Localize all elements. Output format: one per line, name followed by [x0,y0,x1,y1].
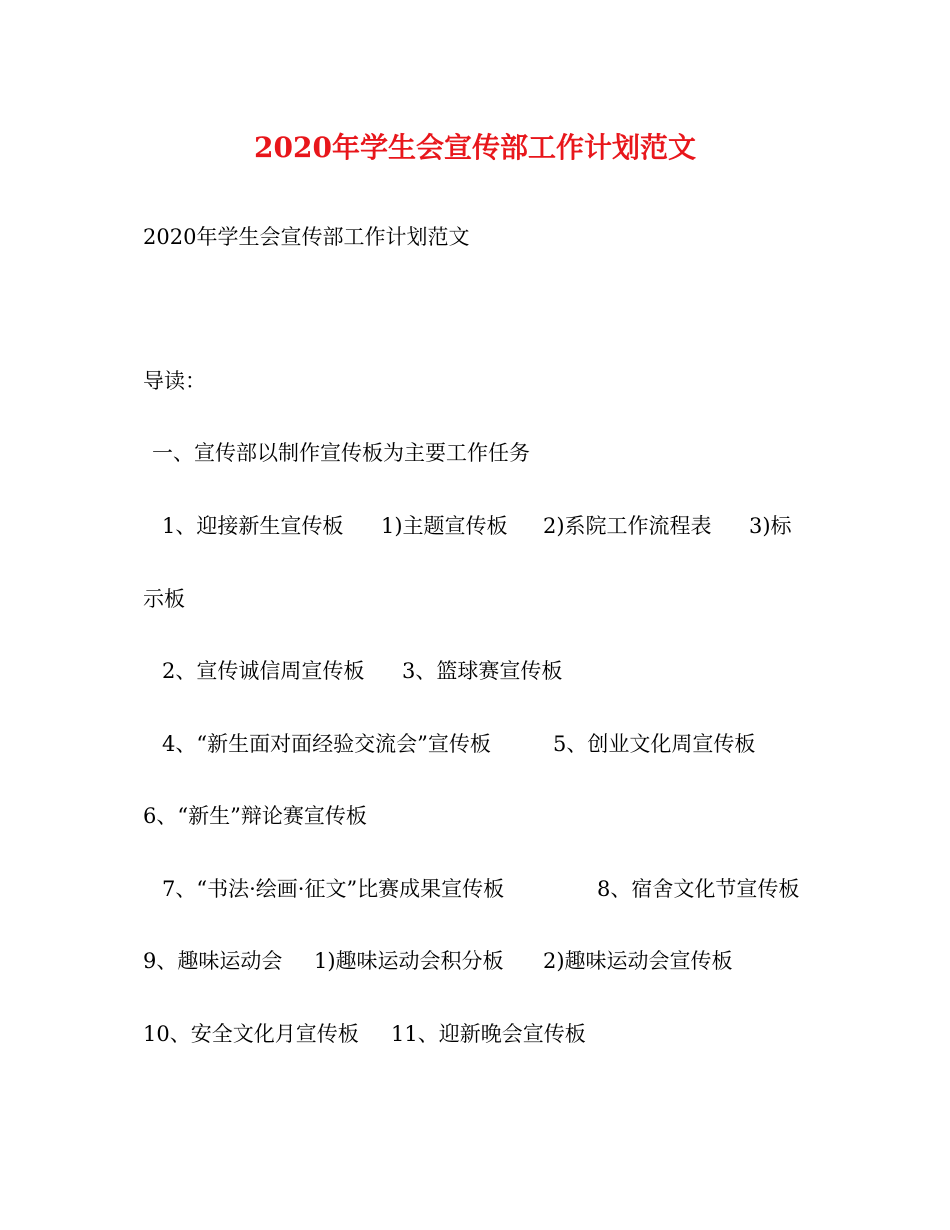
section-heading: 一、宣传部以制作宣传板为主要工作任务 [152,441,530,465]
intro-label: 导读： [143,369,206,393]
item-5-label: 5、创业文化周宣传板 [553,732,756,756]
item-6-label: 6、“新生”辩论赛宣传板 [143,804,367,828]
item-2-label: 2、宣传诚信周宣传板 [162,659,365,683]
item-1-sub-3-part-b: 示板 [143,587,185,611]
item-7-label: 7、“书法·绘画·征文”比赛成果宣传板 [162,877,505,901]
item-9-label: 9、趣味运动会 [143,949,283,973]
item-3-label: 3、篮球赛宣传板 [402,659,563,683]
item-1-sub-3-part-a: 3)标 [749,514,792,538]
document-subtitle-line [0,222,950,312]
item-1-label: 1、迎接新生宣传板 [162,514,344,538]
item-8-label: 8、宿舍文化节宣传板 [597,877,800,901]
item-11-label: 11、迎新晚会宣传板 [391,1022,586,1046]
document-title: 2020年学生会宣传部工作计划范文 [254,131,696,164]
item-1-sub-2: 2)系院工作流程表 [543,514,712,538]
document-subtitle: 2020年学生会宣传部工作计划范文 [143,225,470,249]
list-item [0,1019,950,1139]
item-1-sub-1: 1)主题宣传板 [381,514,508,538]
item-4-label: 4、“新生面对面经验交流会”宣传板 [162,732,491,756]
item-9-sub-2: 2)趣味运动会宣传板 [543,949,733,973]
item-9-sub-1: 1)趣味运动会积分板 [314,949,504,973]
item-10-label: 10、安全文化月宣传板 [143,1022,359,1046]
